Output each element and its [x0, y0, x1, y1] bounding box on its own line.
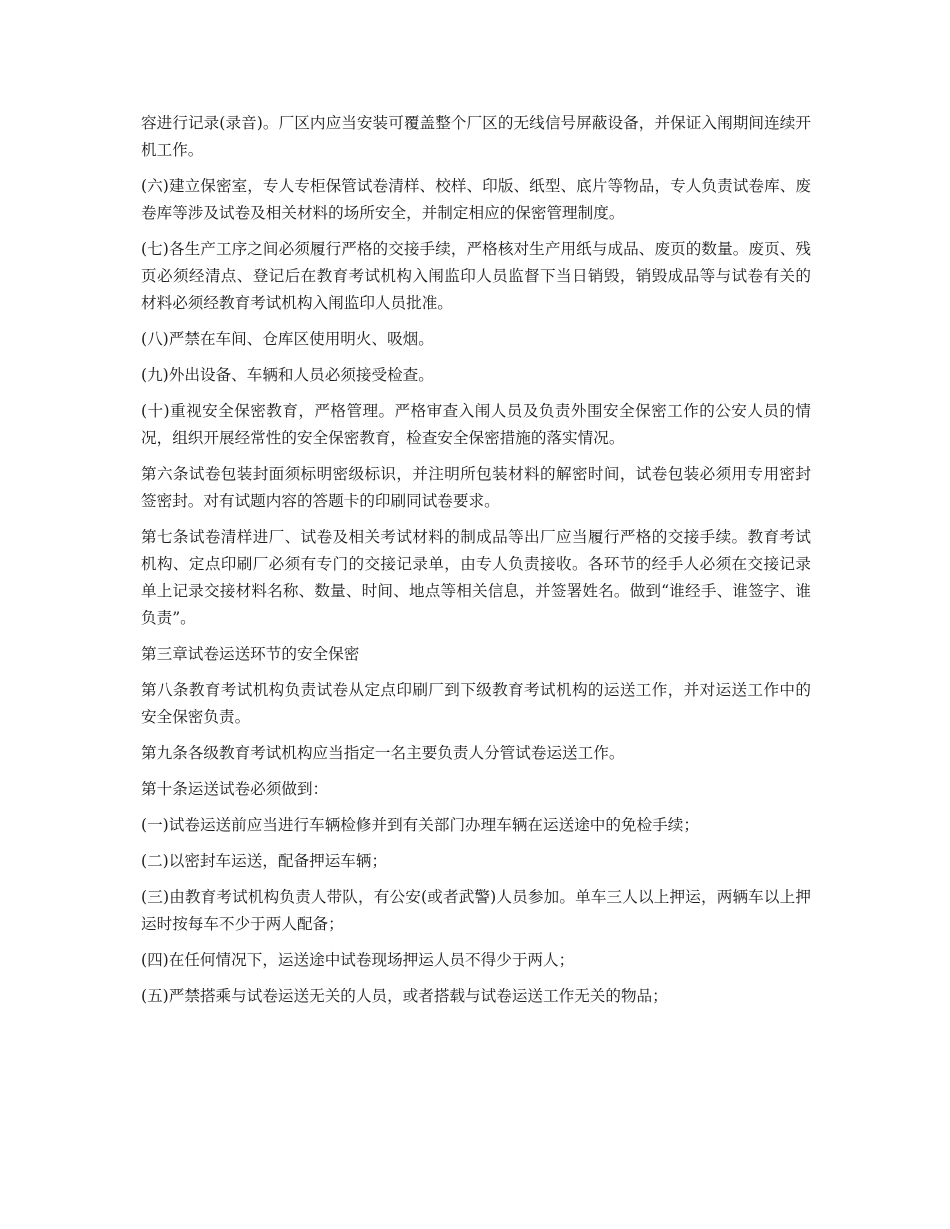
paragraph-6: (十)重视安全保密教育，严格管理。严格审查入闱人员及负责外围安全保密工作的公安人员的情况，组织开展经常性的安全保密教育，检查安全保密措施的落实情况。 — [141, 402, 811, 447]
article-9: 第九条各级教育考试机构应当指定一名主要负责人分管试卷运送工作。 — [141, 744, 625, 762]
paragraph-2: (六)建立保密室，专人专柜保管试卷清样、校样、印版、纸型、底片等物品，专人负责试卷库、废卷库等涉及试卷及相关材料的场所安全，并制定相应的保密管理制度。 — [141, 177, 811, 222]
article-10-item-4: (四)在任何情况下，运送途中试卷现场押运人员不得少于两人； — [141, 951, 575, 969]
article-10-item-1: (一)试卷运送前应当进行车辆检修并到有关部门办理车辆在运送途中的免检手续； — [141, 816, 699, 834]
document-body — [141, 110, 811, 1019]
article-6: 第六条试卷包装封面须标明密级标识，并注明所包装材料的解密时间，试卷包装必须用专用密封签密封。对有试题内容的答题卡的印刷同试卷要求。 — [141, 465, 811, 510]
article-10-item-3: (三)由教育考试机构负责人带队，有公安(或者武警)人员参加。单车三人以上押运，两辆车以上押运时按每车不少于两人配备； — [141, 888, 811, 933]
paragraph-4: (八)严禁在车间、仓库区使用明火、吸烟。 — [141, 330, 434, 348]
article-10: 第十条运送试卷必须做到： — [141, 780, 329, 798]
article-10-item-5: (五)严禁搭乘与试卷运送无关的人员，或者搭载与试卷运送工作无关的物品； — [141, 987, 668, 1005]
article-8: 第八条教育考试机构负责试卷从定点印刷厂到下级教育考试机构的运送工作，并对运送工作中的安全保密负责。 — [141, 681, 811, 726]
article-7: 第七条试卷清样进厂、试卷及相关考试材料的制成品等出厂应当履行严格的交接手续。教育考试机构、定点印刷厂必须有专门的交接记录单，由专人负责接收。各环节的经手人必须在交接记录单上记录交接材料名称、数量、时间、地点等相关信息，并签署姓名。做到“谁经手、谁签字、谁负责”。 — [141, 528, 811, 627]
paragraph-5: (九)外出设备、车辆和人员必须接受检查。 — [141, 366, 434, 384]
paragraph-1: 容进行记录(录音)。厂区内应当安装可覆盖整个厂区的无线信号屏蔽设备，并保证入闱期间连续开机工作。 — [141, 114, 811, 159]
article-10-item-2: (二)以密封车运送，配备押运车辆； — [141, 852, 388, 870]
paragraph-3: (七)各生产工序之间必须履行严格的交接手续，严格核对生产用纸与成品、废页的数量。废页、残页必须经清点、登记后在教育考试机构入闱监印人员监督下当日销毁，销毁成品等与试卷有关的材料必须经教育考试机构入闱监印人员批准。 — [141, 240, 811, 312]
chapter-3-heading: 第三章试卷运送环节的安全保密 — [141, 645, 360, 663]
